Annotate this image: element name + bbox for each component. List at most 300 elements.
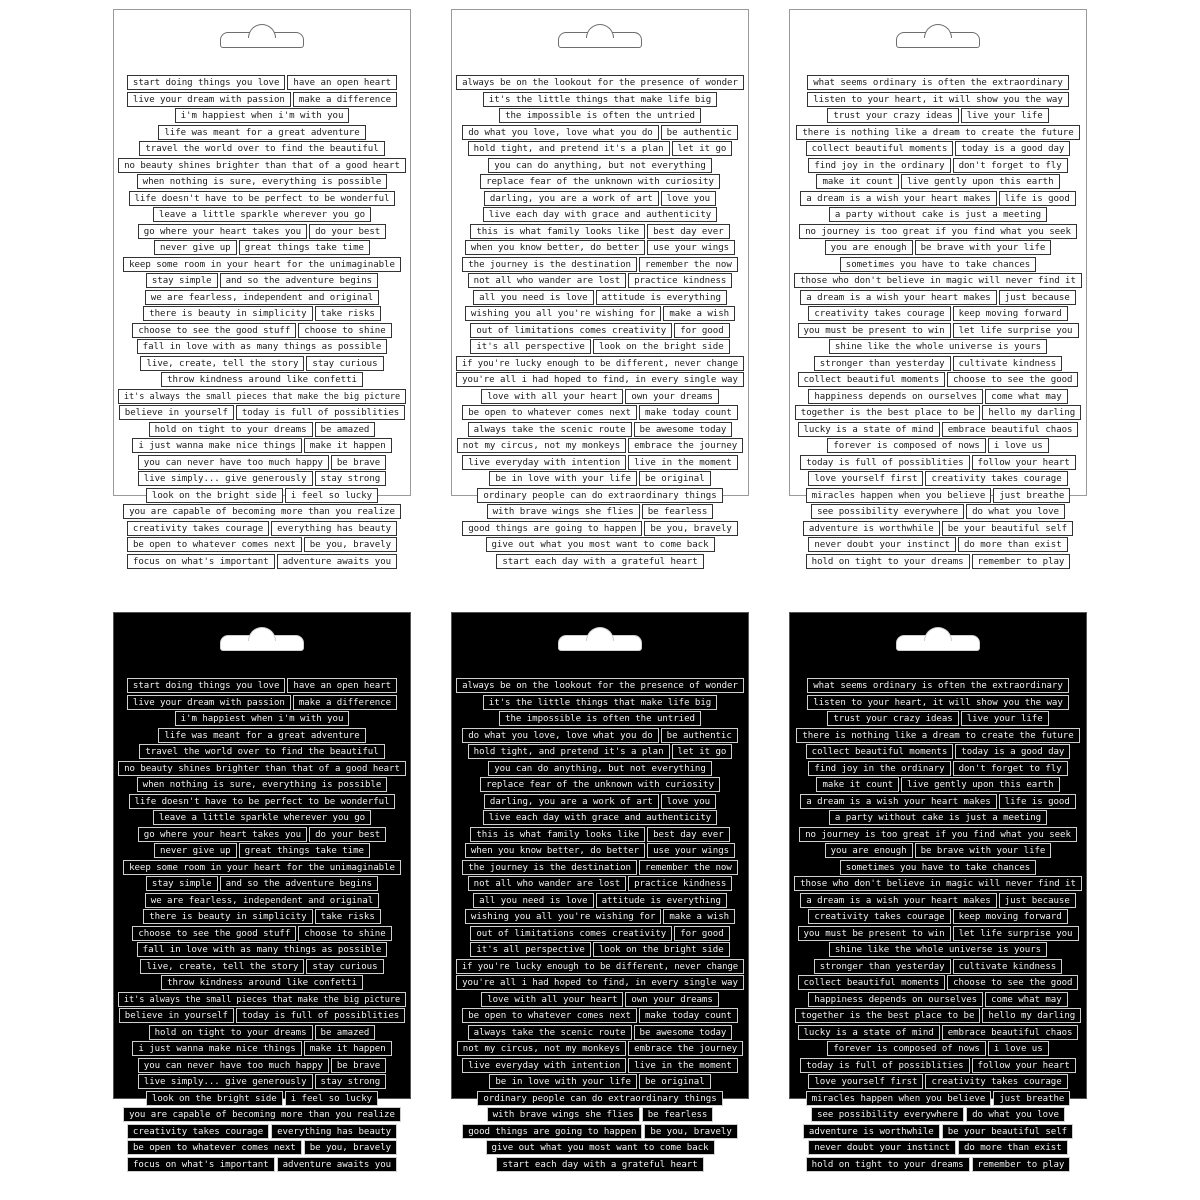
word-sticker: there is nothing like a dream to create the future <box>796 125 1079 140</box>
word-sticker: never doubt your instinct <box>808 1140 956 1155</box>
word-sticker: i'm happiest when i'm with you <box>175 108 350 123</box>
word-sticker: life is good <box>999 191 1076 206</box>
sticker-row <box>486 537 715 552</box>
word-sticker: be original <box>639 471 711 486</box>
word-sticker: you must be present to win <box>798 926 951 941</box>
sticker-row <box>468 876 733 891</box>
word-sticker: you can never have too much happy <box>138 1058 329 1073</box>
hang-hole <box>896 32 980 48</box>
word-sticker: creativity takes courage <box>808 306 950 321</box>
sticker-row <box>462 455 738 470</box>
sticker-row <box>798 975 1079 990</box>
sticker-row <box>127 695 397 710</box>
sticker-rows <box>790 678 1086 1172</box>
word-sticker: do your best <box>309 224 386 239</box>
sticker-row <box>796 125 1079 140</box>
word-sticker: adventure is worthwhile <box>803 1124 940 1139</box>
sticker-row <box>138 224 386 239</box>
word-sticker: live simply... give generously <box>138 471 313 486</box>
sticker-row <box>825 240 1052 255</box>
word-sticker: adventure awaits you <box>277 1157 398 1172</box>
sticker-row <box>158 125 365 140</box>
sticker-row <box>806 744 1071 759</box>
word-sticker: remember the now <box>639 257 738 272</box>
word-sticker: be brave <box>331 455 386 470</box>
word-sticker: hold on tight to your dreams <box>806 554 970 569</box>
word-sticker: collect beautiful moments <box>806 141 954 156</box>
word-sticker: creativity takes courage <box>127 521 269 536</box>
word-sticker: be brave with your life <box>915 843 1052 858</box>
word-sticker: it's all perspective <box>470 942 591 957</box>
sticker-row <box>840 257 1036 272</box>
sticker-row <box>462 521 738 536</box>
sticker-row <box>806 1091 1071 1106</box>
hang-hole <box>558 32 642 48</box>
word-sticker: let life surprise you <box>953 323 1079 338</box>
sticker-row <box>829 339 1047 354</box>
word-sticker: do what you love <box>966 504 1065 519</box>
word-sticker: stay simple <box>146 273 218 288</box>
sticker-row <box>462 1008 738 1023</box>
sticker-row <box>456 75 744 90</box>
word-sticker: stronger than yesterday <box>814 356 951 371</box>
word-sticker: today is a good day <box>955 744 1070 759</box>
word-sticker: great things take time <box>239 843 370 858</box>
word-sticker: it's always the small pieces that make the big picture <box>118 389 406 404</box>
sticker-row <box>129 794 396 809</box>
word-sticker: stronger than yesterday <box>814 959 951 974</box>
word-sticker: never give up <box>154 240 237 255</box>
sticker-row <box>487 1107 714 1122</box>
word-sticker: see possibility everywhere <box>811 504 964 519</box>
word-sticker: forever is composed of nows <box>827 1041 985 1056</box>
word-sticker: this is what family looks like <box>470 224 645 239</box>
sticker-row <box>795 405 1081 420</box>
sticker-row <box>127 92 397 107</box>
word-sticker: attitude is everything <box>596 893 727 908</box>
word-sticker: follow your heart <box>972 455 1076 470</box>
word-sticker: you are capable of becoming more than you realize <box>123 504 401 519</box>
sticker-row <box>800 893 1076 908</box>
sticker-row <box>138 1074 386 1089</box>
word-sticker: the impossible is often the untried <box>499 711 701 726</box>
sticker-row <box>143 306 381 321</box>
sticker-row <box>145 893 379 908</box>
sticker-row <box>496 1157 703 1172</box>
sticker-row <box>473 290 727 305</box>
word-sticker: when you know better, do better <box>465 843 645 858</box>
word-sticker: out of limitations comes creativity <box>470 926 672 941</box>
sticker-row <box>800 290 1076 305</box>
word-sticker: make it happen <box>304 438 392 453</box>
word-sticker: with brave wings she flies <box>487 1107 640 1122</box>
word-sticker: choose to shine <box>298 926 391 941</box>
word-sticker: all you need is love <box>473 893 594 908</box>
sticker-row <box>829 810 1047 825</box>
sticker-row <box>137 942 388 957</box>
word-sticker: see possibility everywhere <box>811 1107 964 1122</box>
word-sticker: do what you love, love what you do <box>462 728 658 743</box>
word-sticker: today is full of possiblities <box>236 405 405 420</box>
sticker-row <box>488 158 712 173</box>
word-sticker: attitude is everything <box>596 290 727 305</box>
word-sticker: make today count <box>639 405 738 420</box>
sticker-row <box>127 521 397 536</box>
sticker-row <box>118 389 406 404</box>
word-sticker: live simply... give generously <box>138 1074 313 1089</box>
word-sticker: live your life <box>961 711 1049 726</box>
sticker-row <box>806 554 1071 569</box>
sticker-row <box>814 959 1062 974</box>
sticker-row <box>175 108 350 123</box>
word-sticker: those who don't believe in magic will never find it <box>794 876 1082 891</box>
word-sticker: stay strong <box>315 1074 387 1089</box>
sticker-rows <box>452 75 748 569</box>
word-sticker: replace fear of the unknown with curiosity <box>480 174 720 189</box>
word-sticker: cultivate kindness <box>953 959 1063 974</box>
word-sticker: hello my darling <box>982 1008 1081 1023</box>
sticker-row <box>457 438 743 453</box>
word-sticker: just because <box>999 893 1076 908</box>
word-sticker: believe in yourself <box>119 405 234 420</box>
word-sticker: miracles happen when you believe <box>806 1091 992 1106</box>
sticker-sheet-black-2 <box>451 612 749 1170</box>
sticker-row <box>803 1124 1073 1139</box>
sticker-row <box>808 992 1067 1007</box>
word-sticker: love with all your heart <box>481 992 623 1007</box>
sticker-row <box>456 975 744 990</box>
word-sticker: forever is composed of nows <box>827 438 985 453</box>
word-sticker: look on the bright side <box>146 488 283 503</box>
sticker-row <box>825 843 1052 858</box>
word-sticker: don't forget to fly <box>953 761 1068 776</box>
sticker-row <box>808 389 1067 404</box>
word-sticker: be open to whatever comes next <box>462 1008 637 1023</box>
word-sticker: let life surprise you <box>953 926 1079 941</box>
sticker-row <box>137 339 388 354</box>
sticker-row <box>481 992 719 1007</box>
sticker-row <box>814 356 1062 371</box>
word-sticker: do more than exist <box>958 537 1068 552</box>
sticker-row <box>123 257 401 272</box>
sticker-row <box>462 125 738 140</box>
word-sticker: be you, bravely <box>304 1140 397 1155</box>
word-sticker: we are fearless, independent and original <box>145 290 379 305</box>
word-sticker: adventure is worthwhile <box>803 521 940 536</box>
word-sticker: have an open heart <box>287 678 397 693</box>
sticker-row <box>794 273 1082 288</box>
sticker-row <box>161 975 363 990</box>
sticker-sheet-white-1 <box>113 9 411 567</box>
sticker-row <box>816 777 1059 792</box>
word-sticker: everything has beauty <box>271 1124 397 1139</box>
sticker-row <box>806 1157 1071 1172</box>
sticker-row <box>132 323 391 338</box>
word-sticker: be you, bravely <box>304 537 397 552</box>
sticker-row <box>470 942 729 957</box>
word-sticker: let it go <box>672 744 733 759</box>
sticker-row <box>487 504 714 519</box>
sticker-row <box>149 422 376 437</box>
word-sticker: a party without cake is just a meeting <box>829 810 1047 825</box>
sticker-row <box>462 860 738 875</box>
word-sticker: remember to play <box>972 554 1071 569</box>
word-sticker: let it go <box>672 141 733 156</box>
sticker-row <box>129 191 396 206</box>
word-sticker: hello my darling <box>982 405 1081 420</box>
word-sticker: the impossible is often the untried <box>499 108 701 123</box>
word-sticker: make it count <box>816 777 899 792</box>
word-sticker: a party without cake is just a meeting <box>829 207 1047 222</box>
word-sticker: focus on what's important <box>127 554 275 569</box>
sticker-row <box>827 438 1048 453</box>
word-sticker: life was meant for a great adventure <box>158 728 365 743</box>
sticker-row <box>149 1025 376 1040</box>
sticker-row <box>798 926 1079 941</box>
hang-hole <box>558 635 642 651</box>
word-sticker: darling, you are a work of art <box>484 191 659 206</box>
sticker-row <box>132 1041 391 1056</box>
word-sticker: you're all i had hoped to find, in every single way <box>456 975 744 990</box>
sticker-row <box>827 1041 1048 1056</box>
sticker-row <box>462 1124 738 1139</box>
word-sticker: choose to see the good stuff <box>132 926 296 941</box>
sticker-row <box>468 744 733 759</box>
word-sticker: always be on the lookout for the presence of wonder <box>456 678 744 693</box>
sticker-row <box>468 422 733 437</box>
word-sticker: shine like the whole universe is yours <box>829 339 1047 354</box>
word-sticker: there is beauty in simplicity <box>143 306 312 321</box>
word-sticker: throw kindness around like confetti <box>161 372 363 387</box>
word-sticker: i just wanna make nice things <box>132 438 301 453</box>
sticker-rows <box>114 678 410 1172</box>
word-sticker: be brave <box>331 1058 386 1073</box>
word-sticker: choose to see the good <box>947 975 1078 990</box>
word-sticker: make a difference <box>293 695 397 710</box>
word-sticker: i love us <box>988 438 1049 453</box>
word-sticker: there is nothing like a dream to create the future <box>796 728 1079 743</box>
word-sticker: remember to play <box>972 1157 1071 1172</box>
sticker-row <box>456 678 744 693</box>
sticker-row <box>465 843 735 858</box>
word-sticker: there is beauty in simplicity <box>143 909 312 924</box>
sticker-row <box>808 1140 1067 1155</box>
sticker-row <box>481 389 719 404</box>
word-sticker: live gently upon this earth <box>901 777 1059 792</box>
word-sticker: do what you love, love what you do <box>462 125 658 140</box>
sticker-row <box>827 108 1048 123</box>
sticker-row <box>811 1107 1065 1122</box>
word-sticker: hold on tight to your dreams <box>806 1157 970 1172</box>
word-sticker: be fearless <box>642 504 714 519</box>
word-sticker: start each day with a grateful heart <box>496 1157 703 1172</box>
word-sticker: travel the world over to find the beautiful <box>139 744 384 759</box>
sticker-row <box>470 224 729 239</box>
sticker-row <box>808 158 1067 173</box>
sticker-row <box>146 488 378 503</box>
word-sticker: trust your crazy ideas <box>827 711 958 726</box>
word-sticker: live, create, tell the story <box>140 959 304 974</box>
word-sticker: be amazed <box>315 1025 376 1040</box>
sticker-row <box>800 455 1076 470</box>
word-sticker: go where your heart takes you <box>138 827 307 842</box>
word-sticker: great things take time <box>239 240 370 255</box>
sticker-row <box>808 909 1067 924</box>
word-sticker: live in the moment <box>628 455 738 470</box>
word-sticker: give out what you most want to come back <box>486 1140 715 1155</box>
sticker-row <box>139 141 384 156</box>
word-sticker: love yourself first <box>808 1074 923 1089</box>
word-sticker: stay simple <box>146 876 218 891</box>
sticker-row <box>808 306 1067 321</box>
word-sticker: sometimes you have to take chances <box>840 257 1036 272</box>
word-sticker: wishing you all you're wishing for <box>465 306 661 321</box>
word-sticker: always be on the lookout for the presence of wonder <box>456 75 744 90</box>
word-sticker: i feel so lucky <box>285 1091 378 1106</box>
word-sticker: love yourself first <box>808 471 923 486</box>
word-sticker: collect beautiful moments <box>798 372 946 387</box>
word-sticker: just breathe <box>993 488 1070 503</box>
word-sticker: choose to see the good <box>947 372 1078 387</box>
sticker-row <box>138 827 386 842</box>
sticker-row <box>462 257 738 272</box>
sticker-row <box>798 372 1079 387</box>
sticker-row <box>127 678 397 693</box>
word-sticker: no beauty shines brighter than that of a good heart <box>118 158 406 173</box>
word-sticker: creativity takes courage <box>925 471 1067 486</box>
word-sticker: find joy in the ordinary <box>808 158 950 173</box>
word-sticker: keep some room in your heart for the unimaginable <box>123 860 401 875</box>
word-sticker: when you know better, do better <box>465 240 645 255</box>
word-sticker: make it happen <box>304 1041 392 1056</box>
sticker-row <box>799 224 1077 239</box>
word-sticker: love you <box>661 794 716 809</box>
word-sticker: be authentic <box>661 125 738 140</box>
word-sticker: follow your heart <box>972 1058 1076 1073</box>
sticker-sheet-black-3 <box>789 612 1087 1170</box>
word-sticker: today is full of possiblities <box>236 1008 405 1023</box>
sticker-row <box>808 537 1067 552</box>
word-sticker: start each day with a grateful heart <box>496 554 703 569</box>
sticker-row <box>470 926 729 941</box>
word-sticker: be brave with your life <box>915 240 1052 255</box>
word-sticker: not my circus, not my monkeys <box>457 1041 626 1056</box>
word-sticker: travel the world over to find the beautiful <box>139 141 384 156</box>
word-sticker: creativity takes courage <box>808 909 950 924</box>
sticker-row <box>468 273 733 288</box>
sticker-row <box>829 942 1047 957</box>
sticker-row <box>811 504 1065 519</box>
word-sticker: with brave wings she flies <box>487 504 640 519</box>
word-sticker: i'm happiest when i'm with you <box>175 711 350 726</box>
sticker-row <box>477 1091 722 1106</box>
sticker-row <box>806 141 1071 156</box>
word-sticker: it's always the small pieces that make the big picture <box>118 992 406 1007</box>
word-sticker: keep moving forward <box>953 909 1068 924</box>
sticker-row <box>795 1008 1081 1023</box>
word-sticker: live in the moment <box>628 1058 738 1073</box>
word-sticker: make a wish <box>663 909 735 924</box>
word-sticker: for good <box>674 323 729 338</box>
word-sticker: embrace the journey <box>628 438 743 453</box>
word-sticker: focus on what's important <box>127 1157 275 1172</box>
word-sticker: stay strong <box>315 471 387 486</box>
word-sticker: be awesome today <box>634 1025 733 1040</box>
word-sticker: a dream is a wish your heart makes <box>800 893 996 908</box>
sticker-row <box>138 1058 386 1073</box>
word-sticker: live each day with grace and authenticity <box>483 810 717 825</box>
sticker-row <box>816 174 1059 189</box>
sticker-row <box>123 504 401 519</box>
word-sticker: life was meant for a great adventure <box>158 125 365 140</box>
word-sticker: hold on tight to your dreams <box>149 422 313 437</box>
sticker-row <box>807 678 1069 693</box>
word-sticker: no journey is too great if you find what you seek <box>799 224 1077 239</box>
sticker-row <box>480 174 720 189</box>
word-sticker: live your dream with passion <box>127 695 291 710</box>
word-sticker: keep some room in your heart for the unimaginable <box>123 257 401 272</box>
word-sticker: practice kindness <box>628 273 732 288</box>
word-sticker: give out what you most want to come back <box>486 537 715 552</box>
word-sticker: just because <box>999 290 1076 305</box>
word-sticker: for good <box>674 926 729 941</box>
hang-hole <box>896 635 980 651</box>
word-sticker: a dream is a wish your heart makes <box>800 794 996 809</box>
word-sticker: trust your crazy ideas <box>827 108 958 123</box>
word-sticker: today is a good day <box>955 141 1070 156</box>
word-sticker: everything has beauty <box>271 521 397 536</box>
sticker-row <box>146 273 378 288</box>
word-sticker: i love us <box>988 1041 1049 1056</box>
word-sticker: out of limitations comes creativity <box>470 323 672 338</box>
sticker-row <box>153 810 371 825</box>
word-sticker: believe in yourself <box>119 1008 234 1023</box>
word-sticker: it's all perspective <box>470 339 591 354</box>
sticker-row <box>123 1107 401 1122</box>
sticker-rows <box>452 678 748 1172</box>
sticker-row <box>138 471 386 486</box>
word-sticker: practice kindness <box>628 876 732 891</box>
word-sticker: leave a little sparkle wherever you go <box>153 207 371 222</box>
sticker-row <box>138 455 386 470</box>
word-sticker: the journey is the destination <box>462 860 637 875</box>
word-sticker: you are enough <box>825 843 913 858</box>
word-sticker: it's the little things that make life big <box>483 695 717 710</box>
word-sticker: do your best <box>309 827 386 842</box>
sticker-row <box>473 893 727 908</box>
word-sticker: listen to your heart, it will show you the way <box>807 92 1069 107</box>
word-sticker: live everyday with intention <box>462 455 626 470</box>
word-sticker: if you're lucky enough to be different, never change <box>456 959 744 974</box>
word-sticker: make a wish <box>663 306 735 321</box>
sticker-row <box>470 339 729 354</box>
word-sticker: come what may <box>985 389 1068 404</box>
word-sticker: live gently upon this earth <box>901 174 1059 189</box>
word-sticker: stay curious <box>306 356 383 371</box>
word-sticker: today is full of possiblities <box>800 455 969 470</box>
sticker-row <box>118 158 406 173</box>
word-sticker: when nothing is sure, everything is possible <box>137 174 388 189</box>
word-sticker: ordinary people can do extraordinary things <box>477 1091 722 1106</box>
word-sticker: be amazed <box>315 422 376 437</box>
word-sticker: be you, bravely <box>644 1124 737 1139</box>
sticker-sheet-black-1 <box>113 612 411 1170</box>
sticker-row <box>803 521 1073 536</box>
sticker-row <box>119 1008 405 1023</box>
word-sticker: have an open heart <box>287 75 397 90</box>
word-sticker: be you, bravely <box>644 521 737 536</box>
word-sticker: make a difference <box>293 92 397 107</box>
